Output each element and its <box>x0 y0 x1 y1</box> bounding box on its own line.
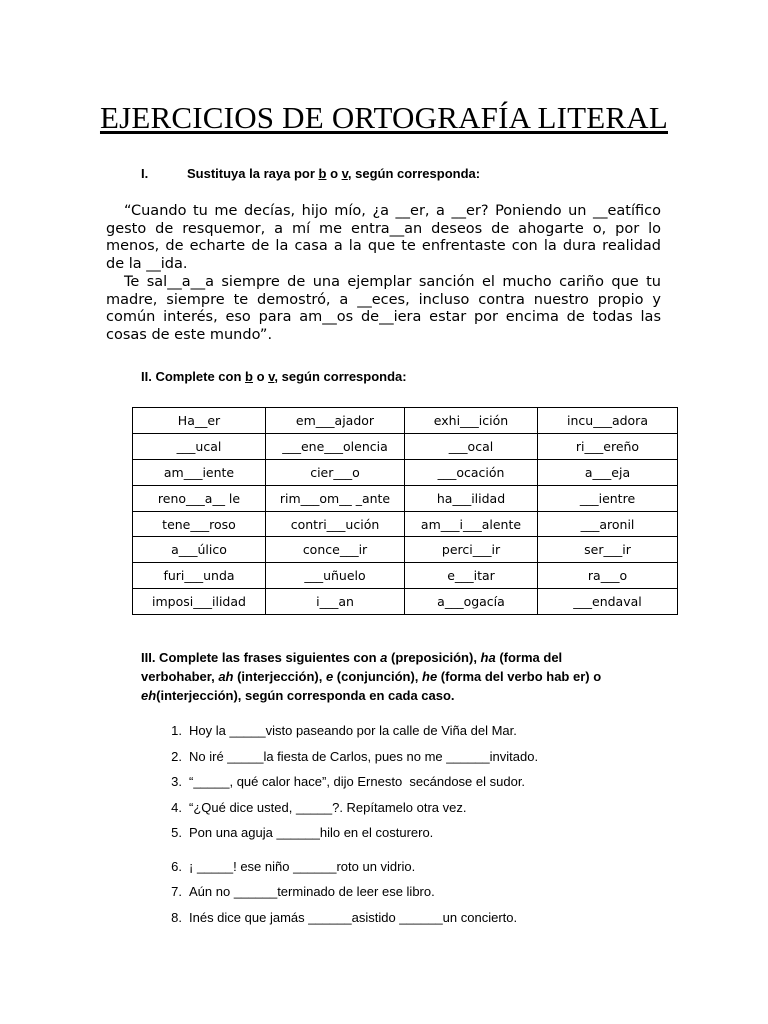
word-completion-table <box>132 407 678 615</box>
list-item <box>142 905 642 931</box>
particle-word: e <box>325 669 334 684</box>
list-item-text: “_____, qué calor hace”, dijo Ernesto secándose el sudor. <box>189 774 526 789</box>
table-row <box>133 485 678 511</box>
table-cell: perci___ir <box>405 537 538 563</box>
list-item <box>142 718 642 744</box>
table-cell: a___eja <box>538 459 678 485</box>
section1-instruction-pre: Sustituya la raya por <box>187 166 319 181</box>
table-cell: ___ucal <box>133 433 266 459</box>
list-item-text: No iré _____la fiesta de Carlos, pues no me ______invitado. <box>189 748 539 764</box>
table-cell: ___ocal <box>405 433 538 459</box>
list-item-text: Aún no ______terminado de leer ese libro. <box>189 884 435 899</box>
particle-word: he <box>422 669 438 684</box>
section1-instruction <box>187 166 480 181</box>
table-row <box>133 511 678 537</box>
section1-number: I. <box>141 166 149 181</box>
list-item <box>142 854 642 880</box>
section2-instruction-post: , según corresponda: <box>274 369 407 384</box>
table-cell: exhi___ición <box>405 408 538 434</box>
sentence-list <box>142 718 642 930</box>
table-cell: imposi___ilidad <box>133 589 266 615</box>
table-cell: ___aronil <box>538 511 678 537</box>
list-item-number: 8. <box>171 909 182 925</box>
list-item-number: 5. <box>171 825 182 840</box>
list-item-text: Pon una aguja ______hilo en el costurero. <box>189 825 434 840</box>
particle-word: ah <box>218 669 234 684</box>
list-item-number: 1. <box>171 723 182 738</box>
table-cell: ___ene___olencia <box>266 433 405 459</box>
section3-instruction: III. Complete las frases siguientes con a (preposición), ha (forma del verbohaber, ah (interjección), e (conjunción), he (forma del verbo hab er) o eh(interjección), según corresponda en cada caso. <box>141 650 602 703</box>
list-item <box>142 744 642 770</box>
list-item <box>142 820 642 846</box>
list-item-number: 4. <box>171 799 182 815</box>
section2-instruction-mid: o <box>252 369 269 384</box>
particle-word: eh <box>141 688 157 703</box>
paragraph-2: Te sal__a__a siempre de una ejemplar sanción el mucho cariño que tu madre, siempre te demostró, a __eces, incluso contra nuestro propio y común interés, eso para am__os de__iera estar por encima de todas las cosas de este mundo”. <box>106 274 661 343</box>
table-cell: rim___om__ _ante <box>266 485 405 511</box>
section2-letter-b: b <box>245 369 253 384</box>
section1-instruction-post: , según corresponda: <box>347 166 481 181</box>
table-cell: i___an <box>266 589 405 615</box>
table-row <box>133 563 678 589</box>
section2-instruction <box>141 369 407 384</box>
table-cell: ser___ir <box>538 537 678 563</box>
table-row <box>133 433 678 459</box>
table-cell: ___uñuelo <box>266 563 405 589</box>
list-item <box>142 879 642 905</box>
table-cell: ___ientre <box>538 485 678 511</box>
list-item-number: 3. <box>171 774 182 789</box>
table-row <box>133 589 678 615</box>
table-cell: ri___ereño <box>538 433 678 459</box>
table-cell: contri___ución <box>266 511 405 537</box>
page-title: EJERCICIOS DE ORTOGRAFÍA LITERAL <box>99 100 668 135</box>
table-cell: ra___o <box>538 563 678 589</box>
list-item-text: ¡ _____! ese niño ______roto un vidrio. <box>189 858 416 874</box>
list-item-number: 7. <box>171 884 182 899</box>
table-cell: conce___ir <box>266 537 405 563</box>
table-cell: ___ocación <box>405 459 538 485</box>
list-item-number: 2. <box>171 748 182 764</box>
table-row <box>133 459 678 485</box>
table-cell: tene___roso <box>133 511 266 537</box>
section2-letter-v: v <box>268 369 275 384</box>
table-cell: ha___ilidad <box>405 485 538 511</box>
list-item <box>142 795 642 821</box>
table-cell: reno___a__ le <box>133 485 266 511</box>
table-cell: cier___o <box>266 459 405 485</box>
table-row <box>133 408 678 434</box>
list-item-text: Hoy la _____visto paseando por la calle de Viña del Mar. <box>189 723 517 738</box>
table-cell: a___ogacía <box>405 589 538 615</box>
table-cell: Ha__er <box>133 408 266 434</box>
list-item-text: “¿Qué dice usted, _____?. Repítamelo otra vez. <box>189 799 467 815</box>
table-row <box>133 537 678 563</box>
table-cell: em___ajador <box>266 408 405 434</box>
section2-instruction-pre: II. Complete con <box>141 369 246 384</box>
table-cell: furi___unda <box>133 563 266 589</box>
table-cell: incu___adora <box>538 408 678 434</box>
particle-word: a <box>380 650 388 665</box>
section1-letter-v: v <box>341 166 348 181</box>
table-cell: ___endaval <box>538 589 678 615</box>
table-cell: am___iente <box>133 459 266 485</box>
paragraph-1: “Cuando tu me decías, hijo mío, ¿a __er, a __er? Poniendo un __eatífico gesto de resquemor, a mí me entra__an deseos de ahogarte o, por lo menos, de echarte de la casa a la que te enfrentaste con la dura realidad de la __ida. <box>106 203 661 272</box>
particle-word: ha <box>480 650 496 665</box>
section1-instruction-mid: o <box>326 166 342 181</box>
table-cell: a___úlico <box>133 537 266 563</box>
table-cell: e___itar <box>405 563 538 589</box>
table-cell: am___i___alente <box>405 511 538 537</box>
list-item-number: 6. <box>171 858 182 874</box>
section1-letter-b: b <box>318 166 327 181</box>
list-item-text: Inés dice que jamás ______asistido ______un concierto. <box>189 909 518 925</box>
list-item <box>142 769 642 795</box>
